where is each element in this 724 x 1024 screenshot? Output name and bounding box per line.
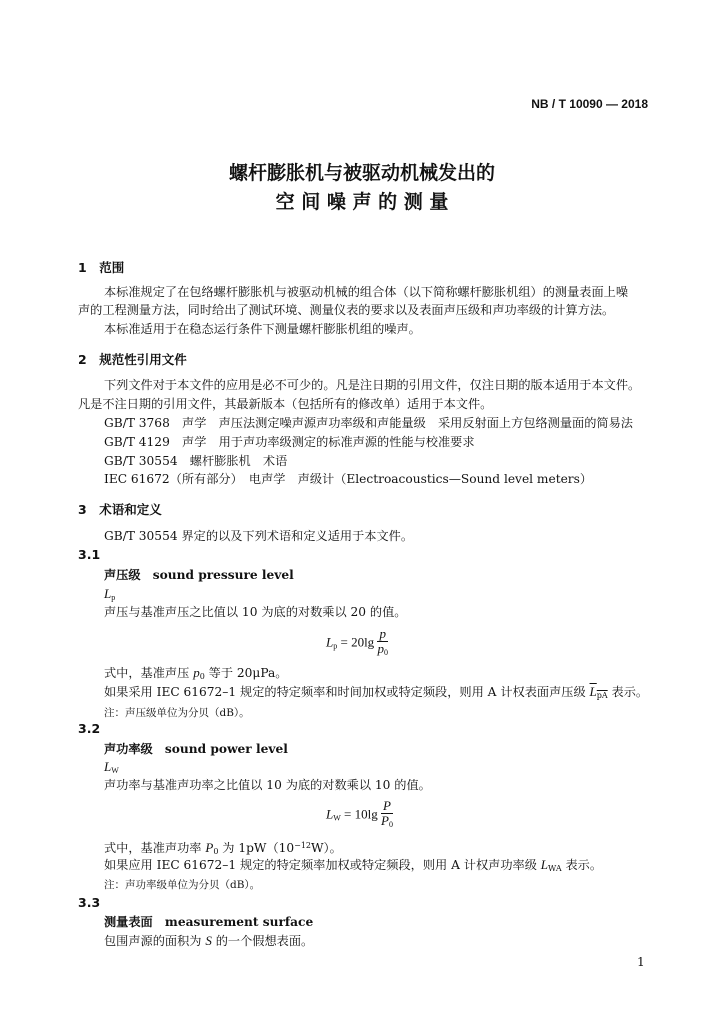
section-1-para-1b: 声的工程测量方法，同时给出了测试环境、测量仪表的要求以及表面声压级和声功率级的计算方法。 xyxy=(78,303,615,317)
page-number: 1 xyxy=(637,955,645,969)
section-3-intro: GB/T 30554 界定的以及下列术语和定义适用于本文件。 xyxy=(104,529,414,543)
section-1-para-1a: 本标准规定了在包络螺杆膨胀机与被驱动机械的组合体（以下简称螺杆膨胀机组）的测量表面上噪 xyxy=(104,285,629,299)
term-3-1-usage: 如果采用 IEC 61672–1 规定的特定频率和时间加权或特定频段，则用 A 计权表面声压级 $L_{pA}$ 表示。 xyxy=(104,684,649,700)
formula-3-1: $L_p = 20\lg$ $\frac{p}{p_0}$ xyxy=(326,626,388,657)
term-3-1-where: 式中，基准声压 $p_0$ 等于 20μPa。 xyxy=(104,665,288,681)
section-2-heading: 2 规范性引用文件 xyxy=(78,352,187,367)
section-1-para-2: 本标准适用于在稳态运行条件下测量螺杆膨胀机组的噪声。 xyxy=(104,322,421,336)
formula-3-2: $L_W = 10\lg$ $\frac{P}{P_0}$ xyxy=(326,798,393,829)
section-2-para-1a: 下列文件对于本文件的应用是必不可少的。凡是注日期的引用文件，仅注日期的版本适用于本文件。 xyxy=(104,378,641,392)
term-3-1-title: 声压级 sound pressure level xyxy=(104,568,294,582)
term-3-1-symbol: $L_p$ xyxy=(104,586,116,602)
term-3-3-title: 测量表面 measurement surface xyxy=(104,915,314,929)
term-3-1-note: 注：声压级单位为分贝（dB）。 xyxy=(104,707,250,719)
section-2-para-1b: 凡是不注日期的引用文件，其最新版本（包括所有的修改单）适用于本文件。 xyxy=(78,397,493,411)
term-3-2-usage: 如果应用 IEC 61672–1 规定的特定频率加权或特定频段，则用 A 计权声功率级 $L_{WA}$ 表示。 xyxy=(104,857,603,873)
reference-item: IEC 61672（所有部分） 电声学 声级计（Electroacoustics—Sound level meters） xyxy=(104,472,593,486)
title-line-2: 空 间 噪 声 的 测 量 xyxy=(275,191,449,213)
section-3-heading: 3 术语和定义 xyxy=(78,502,162,517)
term-3-2-definition: 声功率与基准声功率之比值以 10 为底的对数乘以 10 的值。 xyxy=(104,778,431,792)
term-3-2-title: 声功率级 sound power level xyxy=(104,742,288,756)
term-3-1-definition: 声压与基准声压之比值以 10 为底的对数乘以 20 的值。 xyxy=(104,605,407,619)
reference-item: GB/T 30554 螺杆膨胀机 术语 xyxy=(104,454,288,468)
term-number-3-1: 3.1 xyxy=(78,547,101,562)
term-3-2-symbol: $L_W$ xyxy=(104,759,119,775)
reference-item: GB/T 4129 声学 用于声功率级测定的标准声源的性能与校准要求 xyxy=(104,435,475,449)
term-number-3-2: 3.2 xyxy=(78,721,101,736)
term-number-3-3: 3.3 xyxy=(78,895,101,910)
title-line-1: 螺杆膨胀机与被驱动机械发出的 xyxy=(228,162,495,184)
term-3-3-definition: 包围声源的面积为 S 的一个假想表面。 xyxy=(104,933,314,948)
section-1-heading: 1 范围 xyxy=(78,260,125,275)
document-code: NB / T 10090 — 2018 xyxy=(531,97,648,111)
term-3-2-note: 注：声功率级单位为分贝（dB）。 xyxy=(104,879,261,891)
reference-item: GB/T 3768 声学 声压法测定噪声源声功率级和声能量级 采用反射面上方包络测量面的简易法 xyxy=(104,416,633,430)
term-3-2-where: 式中，基准声功率 $P_0$ 为 $1pW(10^{-12}W)$。 xyxy=(104,840,342,856)
